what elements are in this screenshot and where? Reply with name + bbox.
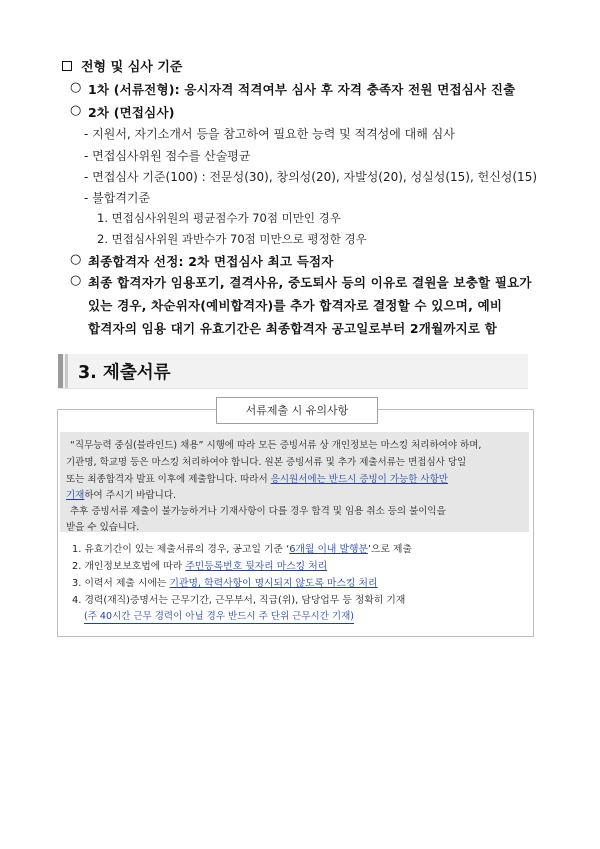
reserve-text-line: 합격자의 임용 대기 유효기간은 최종합격자 공고일로부터 2개월까지로 함 [88,321,498,336]
circle-bullet-icon: ○ [70,252,82,267]
notice-line-text: 하여 주시기 바랍니다. [84,490,177,501]
footnote: (주 40시간 근무 경력이 아닐 경우 반드시 주 단위 근무시간 기재) [84,608,354,624]
notice-box-title: 서류제출 시 유의사항 [216,397,378,424]
circle-bullet-icon: ○ [70,273,82,288]
notice-emphasis: 응시원서에는 반드시 증빙이 가능한 사항만 [270,474,448,485]
item-text: 2. 개인정보보호법에 따라 [72,561,186,572]
item-text: ’으로 제출 [367,544,412,555]
stage1-text: 1차 (서류전형): 응시자격 적격여부 심사 후 자격 충족자 전원 면접심사 진출 [88,82,516,97]
notice-line: 기관명, 학교명 등은 마스킹 처리하여야 합니다. 원본 증빙서류 및 추가 제출서류는 면접심사 당일 [66,457,467,468]
notice-line: “직무능력 중심(블라인드) 채용” 시행에 따라 모든 증빙서류 상 개인정보는 마스킹 처리하여야 하며, [70,440,482,451]
heading-accent-bar [58,354,63,388]
section3-heading [58,354,528,389]
item-text: 1. 유효기간이 있는 제출서류의 경우, 공고일 기준 ‘ [72,544,290,555]
item-emphasis: 6개월 이내 발행분 [289,544,368,555]
notice-line-text: 또는 최종합격자 발표 이후에 제출합니다. 따라서 [66,474,271,485]
document-item: 4. 경력(재직)증명서는 근무기간, 근무부서, 직급(위), 담당업무 등 정확히 기재 [72,595,406,606]
reserve-text-line: 최종 합격자가 임용포기, 결격사유, 중도퇴사 등의 이유로 결원을 보충할 필요가 [88,275,532,290]
notice-line [66,487,176,501]
square-bullet-icon [62,61,72,71]
stage2-text: 2차 (면접심사) [88,105,175,120]
fail-criteria-item: 1. 면접심사위원의 평균점수가 70점 미만인 경우 [97,211,341,225]
interview-item: - 면접심사 기준(100) : 전문성(30), 창의성(20), 자발성(20), 성실성(15), 헌신성(15) [84,170,538,184]
circle-bullet-icon: ○ [70,103,82,118]
heading-accent-bar [65,354,68,388]
interview-item: - 면접심사위원 점수를 산술평균 [84,149,251,163]
notice-emphasis: 기재 [66,490,85,501]
item-emphasis: 기관명, 학력사항이 명시되지 않도록 마스킹 처리 [169,578,378,589]
section3-title: 3. 제출서류 [78,363,171,383]
interview-item: - 불합격기준 [84,191,151,205]
document-item [72,575,377,589]
criteria-heading [62,56,182,75]
notice-line: 추후 증빙서류 제출이 불가능하거나 기재사항이 다를 경우 합격 및 임용 취소 등의 불이익을 [70,506,446,517]
circle-bullet-icon: ○ [70,80,82,95]
interview-item: - 지원서, 자기소개서 등을 참고하여 필요한 능력 및 적격성에 대해 심사 [84,127,455,141]
notice-line [66,471,448,485]
reserve-text-line: 있는 경우, 차순위자(예비합격자)를 추가 합격자로 결정할 수 있으며, 예비 [88,298,503,313]
fail-criteria-item: 2. 면접심사위원 과반수가 70점 미만으로 평정한 경우 [97,232,367,246]
document-item [72,558,327,572]
criteria-heading-text: 전형 및 심사 기준 [81,60,183,75]
document-item [72,541,412,555]
item-text: 3. 이력서 제출 시에는 [72,578,170,589]
item-emphasis: 주민등록번호 뒷자리 마스킹 처리 [185,561,328,572]
final-selection-text: 최종합격자 선정: 2차 면접심사 최고 득점자 [88,254,334,269]
notice-line: 받을 수 있습니다. [66,522,140,533]
